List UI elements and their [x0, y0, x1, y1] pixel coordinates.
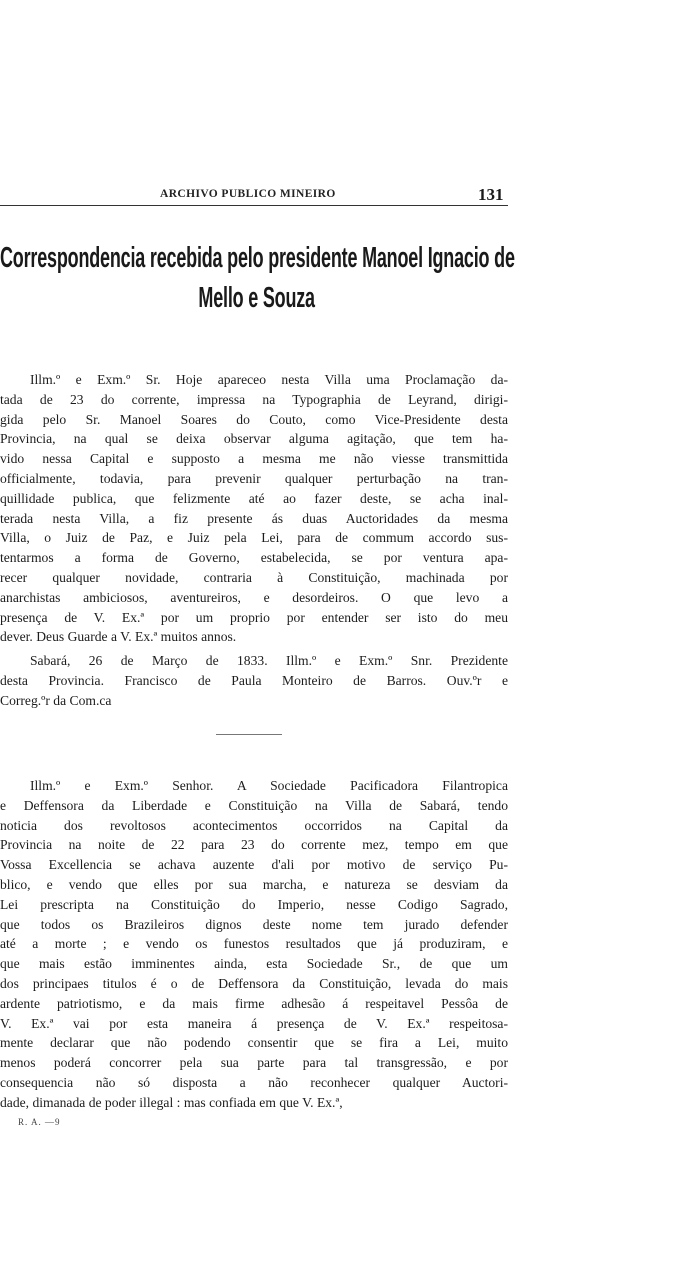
section-title — [0, 238, 515, 318]
text-line: Villa, o Juiz de Paz, e Juiz pela Lei, para de commum accordo sus- — [0, 530, 508, 546]
text-line: anarchistas ambiciosos, aventureiros, e desordeiros. O que levo a — [0, 589, 508, 605]
text-line: dos principaes titulos é o de Deffensora da Constituição, levada do mais — [0, 975, 508, 991]
text-line: Provincia, na qual se deixa observar alguma agitação, que tem ha- — [0, 431, 508, 447]
text-line: Vossa Excellencia se achava auzente d'ali por motivo de serviço Pu- — [0, 857, 508, 873]
letter-1-body — [0, 370, 508, 647]
signature-mark: R. A. —9 — [18, 1117, 61, 1127]
text-line: tentarmos a forma de Governo, estabelecida, se por ventura apa- — [0, 550, 508, 566]
text-line: menos poderá concorrer pela sua parte para tal transgressão, e por — [0, 1055, 508, 1071]
text-line: presença de V. Ex.ª por um proprio por entender ser isto do meu — [0, 609, 508, 625]
text-line: terada nesta Villa, a fiz presente ás duas Auctoridades da mesma — [0, 510, 508, 526]
text-line: tada de 23 do corrente, impressa na Typographia de Leyrand, dirigi- — [0, 391, 508, 407]
text-line: dever. Deus Guarde a V. Ex.ª muitos annos. — [0, 629, 237, 645]
text-line: Correg.ºr da Com.ca — [0, 692, 112, 708]
text-line: vido nessa Capital e supposto a mesma me não viesse transmittida — [0, 451, 508, 467]
text-line: V. Ex.ª vai por esta maneira á presença de V. Ex.ª respeitosa- — [0, 1015, 508, 1031]
text-line: desta Provincia. Francisco de Paula Monteiro de Barros. Ouv.ºr e — [0, 672, 508, 688]
text-line: Lei prescripta na Constituição do Imperio, nesse Codigo Sagrado, — [0, 896, 508, 912]
page-number: 131 — [478, 185, 504, 204]
letter-1-closing — [0, 651, 508, 710]
text-line: mente declarar que não podendo consentir que se fira a Lei, muito — [0, 1035, 508, 1051]
text-line: Illm.º e Exm.º Sr. Hoje apareceo nesta Villa uma Proclamação da- — [30, 372, 508, 387]
text-line: gida pelo Sr. Manoel Soares do Couto, como Vice-Presidente desta — [0, 411, 508, 427]
text-line: consequencia não só disposta a não reconhecer qualquer Auctori- — [0, 1074, 508, 1090]
text-line: Illm.º e Exm.º Senhor. A Sociedade Pacificadora Filantropica — [30, 778, 508, 793]
text-line: blico, e vendo que elles por sua marcha, e natureza se desviam da — [0, 876, 508, 892]
running-header — [0, 186, 508, 208]
text-line: Provincia na noite de 22 para 23 do corrente mez, tempo em que — [0, 837, 508, 853]
title-line-2: Mello e Souza — [198, 282, 315, 314]
text-line: quillidade publica, que felizmente até ao fazer deste, se acha inal- — [0, 490, 508, 506]
running-title: ARCHIVO PUBLICO MINEIRO — [160, 188, 336, 200]
text-line: que mais estão imminentes ainda, esta Sociedade Sr., de que um — [0, 956, 508, 972]
title-line-1: Correspondencia recebida pelo presidente Manoel Ignacio de — [0, 242, 515, 274]
text-line: Sabará, 26 de Março de 1833. Illm.º e Exm.º Snr. Prezidente — [30, 653, 508, 668]
letter-separator — [216, 734, 282, 735]
text-line: ardente patriotismo, e da mais firme adhesão á respeitavel Pessôa de — [0, 995, 508, 1011]
text-line: dade, dimanada de poder illegal : mas confiada em que V. Ex.ª, — [0, 1094, 343, 1110]
text-line: noticia dos revoltosos acontecimentos occorridos na Capital da — [0, 817, 508, 833]
text-line: até a morte ; e vendo os funestos resultados que já produziram, e — [0, 936, 508, 952]
letter-2-body — [0, 776, 508, 1113]
text-line: officialmente, todavia, para prevenir qualquer perturbação na tran- — [0, 470, 508, 486]
header-rule — [0, 205, 508, 206]
text-line: e Deffensora da Liberdade e Constituição na Villa de Sabará, tendo — [0, 797, 508, 813]
text-line: que todos os Brazileiros dignos deste nome tem jurado defender — [0, 916, 508, 932]
text-line: recer qualquer novidade, contraria à Constituição, machinada por — [0, 569, 508, 585]
